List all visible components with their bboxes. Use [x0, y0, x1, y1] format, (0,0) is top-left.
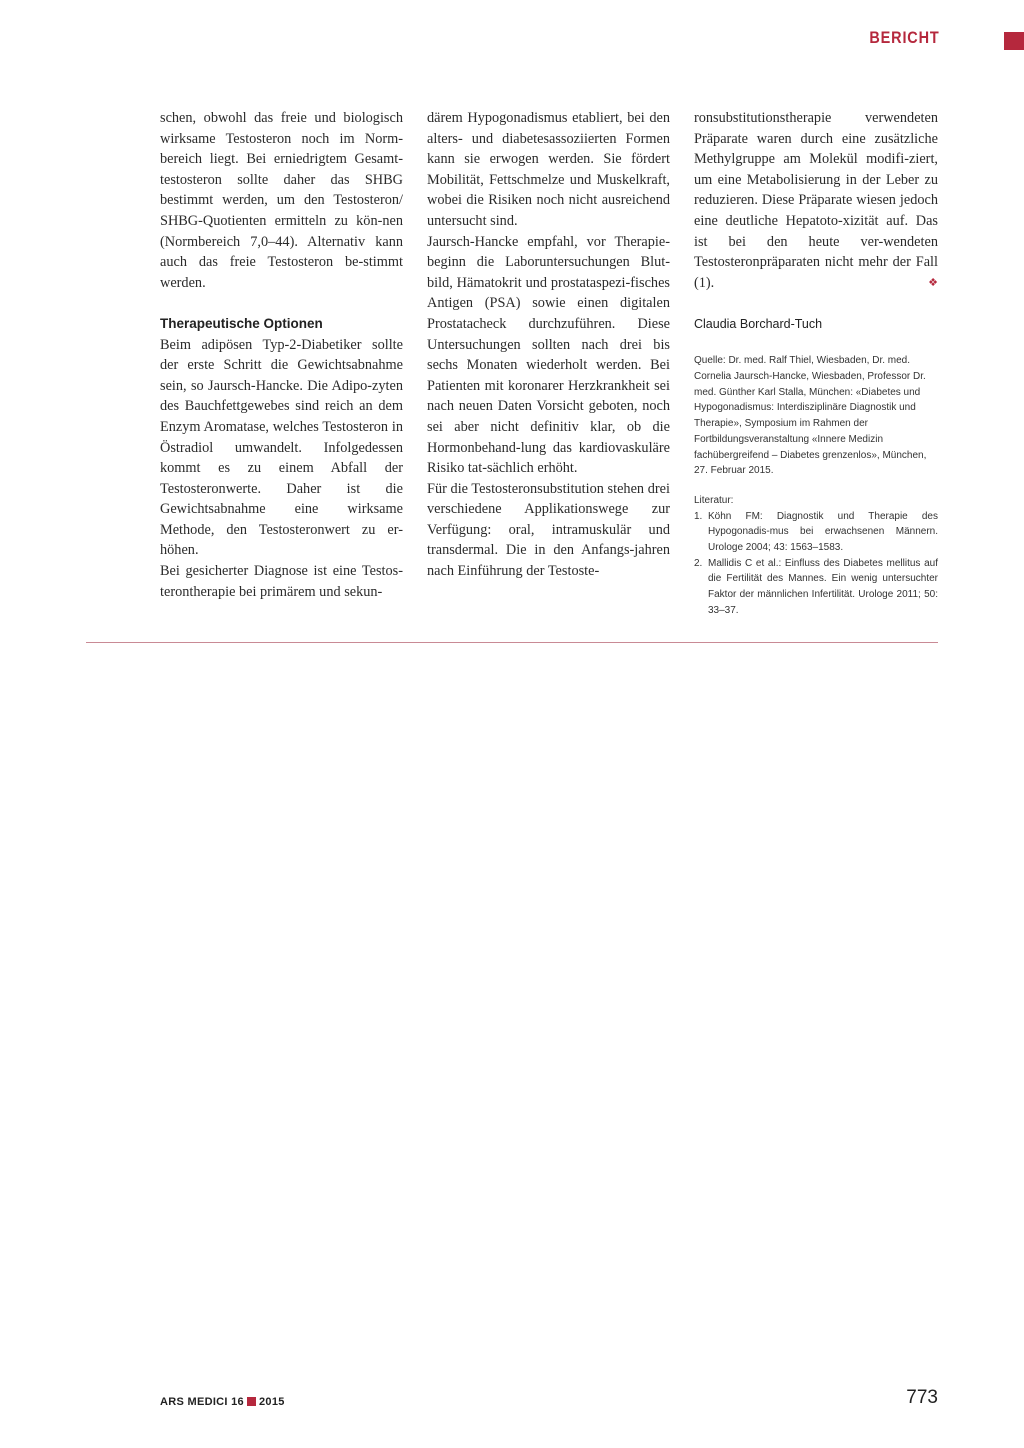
paragraph: Beim adipösen Typ-2-Diabetiker sollte der erste Schritt die Gewichtsabnahme sein, so Jaursch-Hancke. Die Adipo-zyten des Bauchfettgewebes sind reich an dem Enzym Aromatase, welches Testosteron in Östradiol umwandelt. Infolgedessen kommt es zu einem Abfall der Testosteronwerte. Daher ist die Gewichtsabnahme eine wirksame Methode, den Testosteronwert zu er-höhen. — [160, 336, 403, 559]
literature-heading: Literatur: — [694, 494, 734, 506]
end-of-article-icon: ❖ — [928, 276, 938, 289]
article-column-1 — [160, 108, 403, 602]
paragraph-text: ronsubstitutionstherapie verwendeten Präparate waren durch eine zusätzliche Methylgruppe am Molekül modifi-ziert, um eine Metabolisierung in der Leber zu reduzieren. Diese Präparate wiesen jedoch eine deutliche Hepatoto-xizität auf. Das ist bei den heute ver-wendeten Testosteronpräparaten nicht mehr der Fall (1). — [694, 110, 938, 291]
divider — [86, 642, 938, 643]
reference-item — [694, 509, 938, 556]
reference-list — [694, 509, 938, 619]
footer-marker — [247, 1397, 256, 1406]
journal-name: ARS MEDICI 16 — [160, 1396, 244, 1408]
reference-number: 1. — [694, 510, 703, 522]
footer-journal — [160, 1396, 285, 1408]
source-note: Quelle: Dr. med. Ralf Thiel, Wiesbaden, Dr. med. Cornelia Jaursch-Hancke, Wiesbaden, Professor Dr. med. Günther Karl Stalla, München: «Diabetes und Hypogonadismus: Interdisziplinäre Diagnostik und Therapie», Symposium im Rahmen der Fortbildungsveranstaltung «Innere Medizin fachübergreifend – Diabetes grenzenlos», München, 27. Februar 2015. — [694, 355, 927, 477]
article-column-3 — [694, 108, 938, 619]
section-heading: Therapeutische Optionen — [160, 315, 323, 331]
author-name: Claudia Borchard-Tuch — [694, 317, 823, 332]
paragraph — [694, 108, 938, 293]
section-label: BERICHT — [869, 28, 940, 47]
reference-text: Köhn FM: Diagnostik und Therapie des Hypogonadis-mus bei erwachsenen Männern. Urologe 2004; 43: 1563–1583. — [708, 510, 938, 554]
paragraph: Für die Testosteronsubstitution stehen drei verschiedene Applikationswege zur Verfügung: oral, intramuskulär und transdermal. Die in den Anfangs-jahren nach Einführung der Testoste- — [427, 480, 670, 580]
reference-text: Mallidis C et al.: Einfluss des Diabetes mellitus auf die Fertilität des Mannes. Ein wenig untersuchter Faktor der männlichen Infertilität. Urologe 2011; 50: 33–37. — [708, 557, 938, 616]
paragraph: Jaursch-Hancke empfahl, vor Therapie-beginn die Laboruntersuchungen Blut-bild, Hämatokrit und prostataspezi-fisches Antigen (PSA) sowie einen digitalen Prostatacheck durchzuführen. Diese Untersuchungen sollten nach drei bis sechs Monaten wiederholt werden. Bei Patienten mit koronarer Herzkrankheit sei nach neuen Daten Vorsicht geboten, noch sei aber nicht definitiv klar, ob die Hormonbehand-lung das kardiovaskuläre Risiko tat-sächlich erhöht. — [427, 233, 670, 477]
article-column-2 — [427, 108, 670, 582]
paragraph: schen, obwohl das freie und biologisch wirksame Testosteron noch im Norm-bereich liegt. Bei erniedrigtem Gesamt-testosteron sollte daher das SHBG bestimmt werden, um den Testosteron/ SHBG-Quotienten ermitteln zu kön-nen (Normbereich 7,0–44). Alternativ kann auch das freie Testosteron be-stimmt werden. — [160, 110, 403, 291]
reference-item — [694, 556, 938, 619]
paragraph: därem Hypogonadismus etabliert, bei den alters- und diabetesassoziierten Formen kann sie erwogen werden. Sie fördert Mobilität, Fettschmelze und Muskelkraft, wobei die Risiken noch nicht ausreichend untersucht sind. — [427, 110, 670, 229]
reference-number: 2. — [694, 557, 703, 569]
paragraph: Bei gesicherter Diagnose ist eine Testos-terontherapie bei primärem und sekun- — [160, 563, 403, 600]
page-number: 773 — [906, 1387, 938, 1408]
section-marker — [1004, 32, 1024, 50]
journal-year: 2015 — [258, 1396, 285, 1408]
